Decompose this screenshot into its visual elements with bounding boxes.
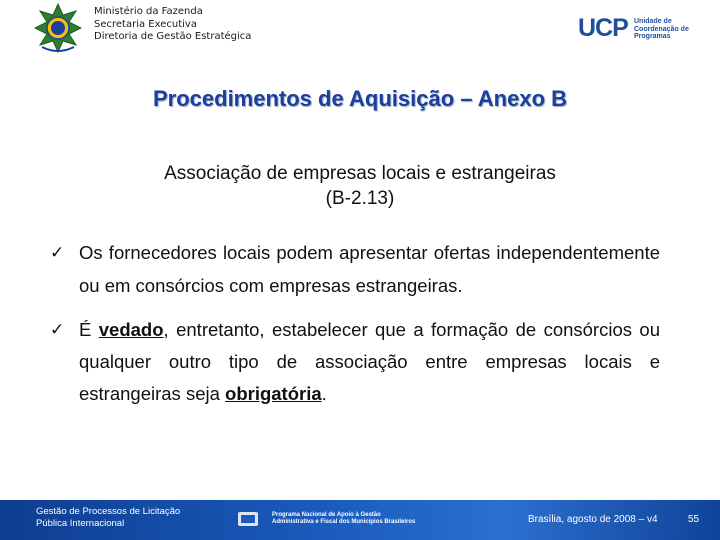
slide-header: [0, 0, 720, 60]
footer-course-line: Pública Internacional: [36, 518, 125, 529]
ministry-name: Ministério da Fazenda: [94, 6, 203, 17]
footer-program-line: Programa Nacional de Apoio à Gestão: [272, 512, 381, 518]
footer-date: Brasília, agosto de 2008 – v4: [528, 514, 658, 525]
check-icon: ✓: [50, 243, 65, 262]
subtitle-line: Associação de empresas locais e estrangeiras: [164, 163, 556, 184]
footer-program-name: [272, 512, 415, 526]
ucp-logo-text-line: Programas: [634, 33, 671, 40]
brazil-coat-of-arms-icon: [34, 3, 82, 53]
bullet-item: [48, 314, 660, 410]
bullet-list: [48, 236, 660, 410]
bullet-emphasis: obrigatória: [225, 383, 322, 404]
pnafm-logo-icon: [238, 512, 258, 526]
organization-lines: [94, 6, 251, 44]
bullet-text: Os fornecedores locais podem apresentar ofertas independentemente ou em consórcios com empresas estrangeiras.: [79, 242, 660, 296]
ucp-logo-text: [634, 18, 694, 41]
page-number: 55: [688, 514, 700, 525]
ucp-logo-text-line: Coordenação de: [634, 25, 689, 33]
slide-footer: [0, 500, 720, 540]
slide-subtitle: [0, 161, 720, 211]
secretariat-name: Secretaria Executiva: [94, 18, 197, 30]
bullet-emphasis: vedado: [98, 319, 164, 340]
directorate-name: Diretoria de Gestão Estratégica: [94, 31, 252, 42]
check-icon: ✓: [50, 320, 65, 339]
subtitle-reference: (B-2.13): [325, 188, 395, 209]
slide-title: Procedimentos de Aquisição – Anexo B: [152, 86, 568, 111]
ucp-logo-text-line: Unidade de: [634, 18, 672, 25]
ucp-logo-letters: UCP: [578, 14, 628, 42]
bullet-item: [48, 236, 660, 302]
bullet-text-start: É: [79, 319, 99, 340]
footer-program-line: Administrativa e Fiscal dos Municípios Brasileiros: [272, 519, 416, 525]
bullet-text-end: .: [321, 383, 327, 404]
footer-course-line: Gestão de Processos de Licitação: [36, 506, 181, 517]
bullet-text-middle: , entretanto, estabelecer que a formação de consórcios ou qualquer outro tipo de associação entre empresas locais e estrangeiras seja: [79, 319, 660, 404]
footer-course-title: [36, 506, 180, 530]
